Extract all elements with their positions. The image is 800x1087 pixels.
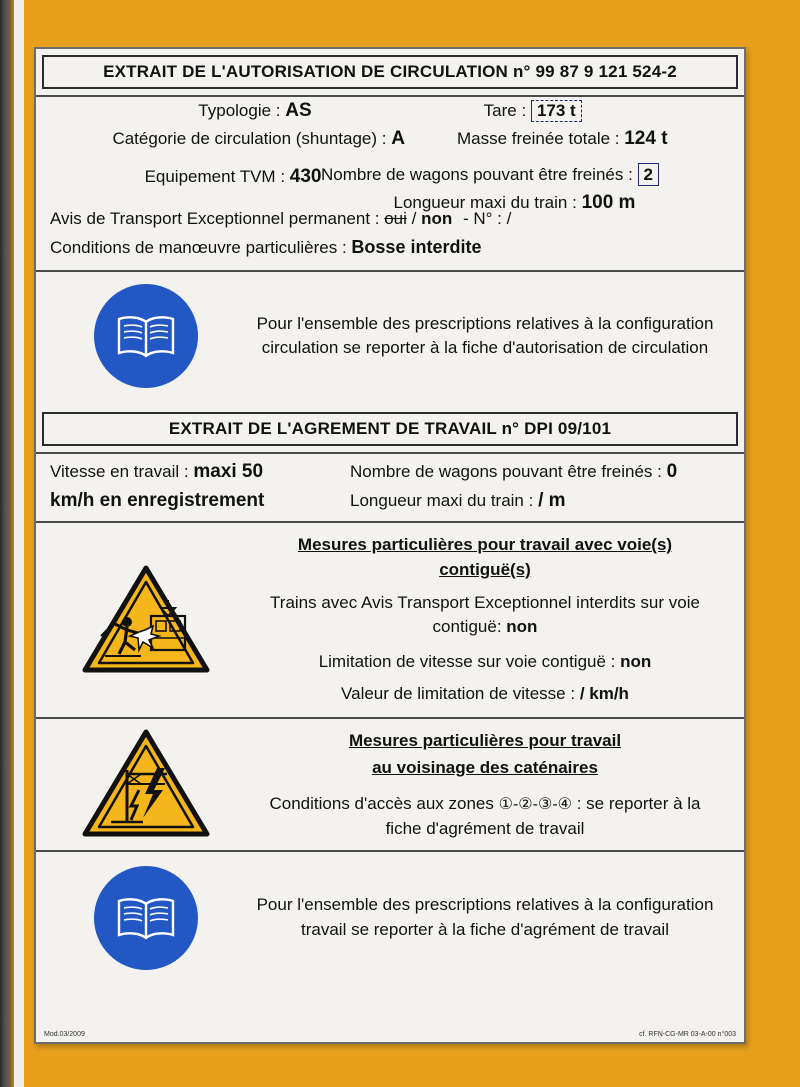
row-typologie-tare [36, 97, 744, 125]
footer-right: cf. RFN-CG-MR 03-A-00 n°003 [639, 1031, 736, 1038]
voie-contigue-line3 [246, 676, 724, 709]
conditions-label: Conditions de manœuvre particulières : [50, 238, 347, 258]
catenaires-line1-prefix: Conditions d'accès aux zones [269, 794, 494, 814]
catenaires-text-block [246, 727, 734, 842]
masse-freinee-value: 124 t [624, 128, 668, 149]
longueur-maxi-value: 100 m [581, 192, 636, 214]
open-book-icon [94, 866, 198, 970]
warning-track-worker-icon [81, 564, 211, 676]
section2-voie-contigue [36, 523, 744, 719]
categorie-label: Catégorie de circulation (shuntage) : [112, 129, 387, 148]
voie-contigue-line1-value: non [506, 617, 538, 637]
plate-footer [36, 1031, 744, 1040]
section2-notice [36, 852, 744, 980]
equipement-tvm-value: 430 [289, 166, 322, 188]
catenaires-heading-line2: au voisinage des caténaires [372, 757, 598, 777]
photo-left-edge [0, 0, 14, 1087]
warning-track-worker-icon-container [46, 564, 246, 676]
voie-contigue-line1-text: Trains avec Avis Transport Exceptionnel interdits sur voie contiguë: [270, 592, 700, 637]
section2-catenaires [36, 719, 744, 852]
tare-label: Tare : [483, 101, 527, 120]
tare-value: 173 t [531, 100, 582, 122]
open-book-icon [94, 284, 198, 388]
vitesse-value: maxi 50 [193, 461, 264, 483]
row-longueur-travail [350, 487, 736, 516]
wagons-travail-value: 0 [666, 461, 678, 483]
warning-electricity-icon-container [46, 728, 246, 840]
notice-travail-icon-container [46, 866, 246, 970]
vitesse-value-2: km/h en enregistrement [50, 489, 265, 511]
vitesse-label: Vitesse en travail : [50, 462, 189, 482]
section-agrement-travail [36, 400, 744, 979]
avis-oui: oui [384, 209, 407, 229]
categorie-value: A [391, 128, 405, 149]
longueur-travail-value: / m [538, 489, 566, 511]
information-plate [34, 47, 746, 1044]
wagons-label: Nombre de wagons pouvant être freinés : [320, 165, 633, 184]
section-autorisation-circulation [36, 55, 744, 400]
section2-fields [36, 454, 744, 523]
voie-contigue-line2-text: Limitation de vitesse sur voie contiguë : [318, 651, 616, 671]
catenaires-line2: fiche d'agrément de travail [385, 819, 585, 839]
catenaires-line1-suffix: : se reporter à la [576, 794, 701, 814]
row-categorie-masse [36, 125, 744, 153]
section2-title: EXTRAIT DE L'AGREMENT DE TRAVAIL n° DPI 09/101 [42, 412, 738, 446]
wagons-value: 2 [638, 163, 659, 186]
section1-notice-text: Pour l'ensemble des prescriptions relatives à la configuration circulation se reporter à la fiche d'autorisation de circulation [256, 313, 714, 358]
vitesse-travail-block [44, 458, 350, 515]
typologie-value: AS [285, 100, 312, 121]
longueur-maxi-label: Longueur maxi du train : [393, 193, 577, 213]
typologie-label: Typologie : [198, 101, 281, 120]
notice-icon-container [46, 284, 246, 388]
avis-separator: / [411, 209, 417, 229]
wagons-travail-label: Nombre de wagons pouvant être freinés : [350, 462, 662, 482]
voie-contigue-line2-value: non [620, 651, 652, 671]
catenaires-heading-line1: Mesures particulières pour travail [348, 731, 622, 751]
conditions-value: Bosse interdite [351, 237, 482, 258]
section1-title: EXTRAIT DE L'AUTORISATION DE CIRCULATION n° 99 87 9 121 524-2 [42, 55, 738, 89]
voie-contigue-heading: Mesures particulières pour travail avec voie(s) contiguë(s) [297, 535, 673, 579]
photo-left-edge-light [14, 0, 24, 1087]
voie-contigue-line1 [246, 589, 724, 648]
avis-numero: - N° : / [463, 209, 512, 229]
avis-label: Avis de Transport Exceptionnel permanent : [50, 209, 380, 229]
voie-contigue-line3-text: Valeur de limitation de vitesse : [341, 684, 576, 704]
voie-contigue-text-block [246, 531, 734, 709]
section1-notice [36, 272, 744, 400]
equipement-tvm-label: Equipement TVM : [144, 167, 286, 187]
row-conditions-manoeuvre [36, 233, 744, 270]
row-wagons-freines-travail [350, 458, 736, 487]
section1-fields [36, 97, 744, 272]
avis-non: non [421, 209, 453, 229]
longueur-travail-label: Longueur maxi du train : [350, 490, 534, 510]
section2-notice-text: Pour l'ensemble des prescriptions relatives à la configuration travail se reporter à la fiche d'agrément de travail [256, 895, 714, 939]
catenaires-line1 [246, 786, 724, 817]
catenaires-zones: ①-②-③-④ [498, 796, 572, 814]
footer-left: Mod.03/2009 [44, 1031, 85, 1038]
wagons-longueur-block [350, 458, 736, 515]
voie-contigue-line2 [246, 648, 724, 677]
masse-freinee-label: Masse freinée totale : [456, 129, 620, 148]
warning-electricity-icon [81, 728, 211, 840]
voie-contigue-line3-value: / km/h [579, 684, 629, 704]
